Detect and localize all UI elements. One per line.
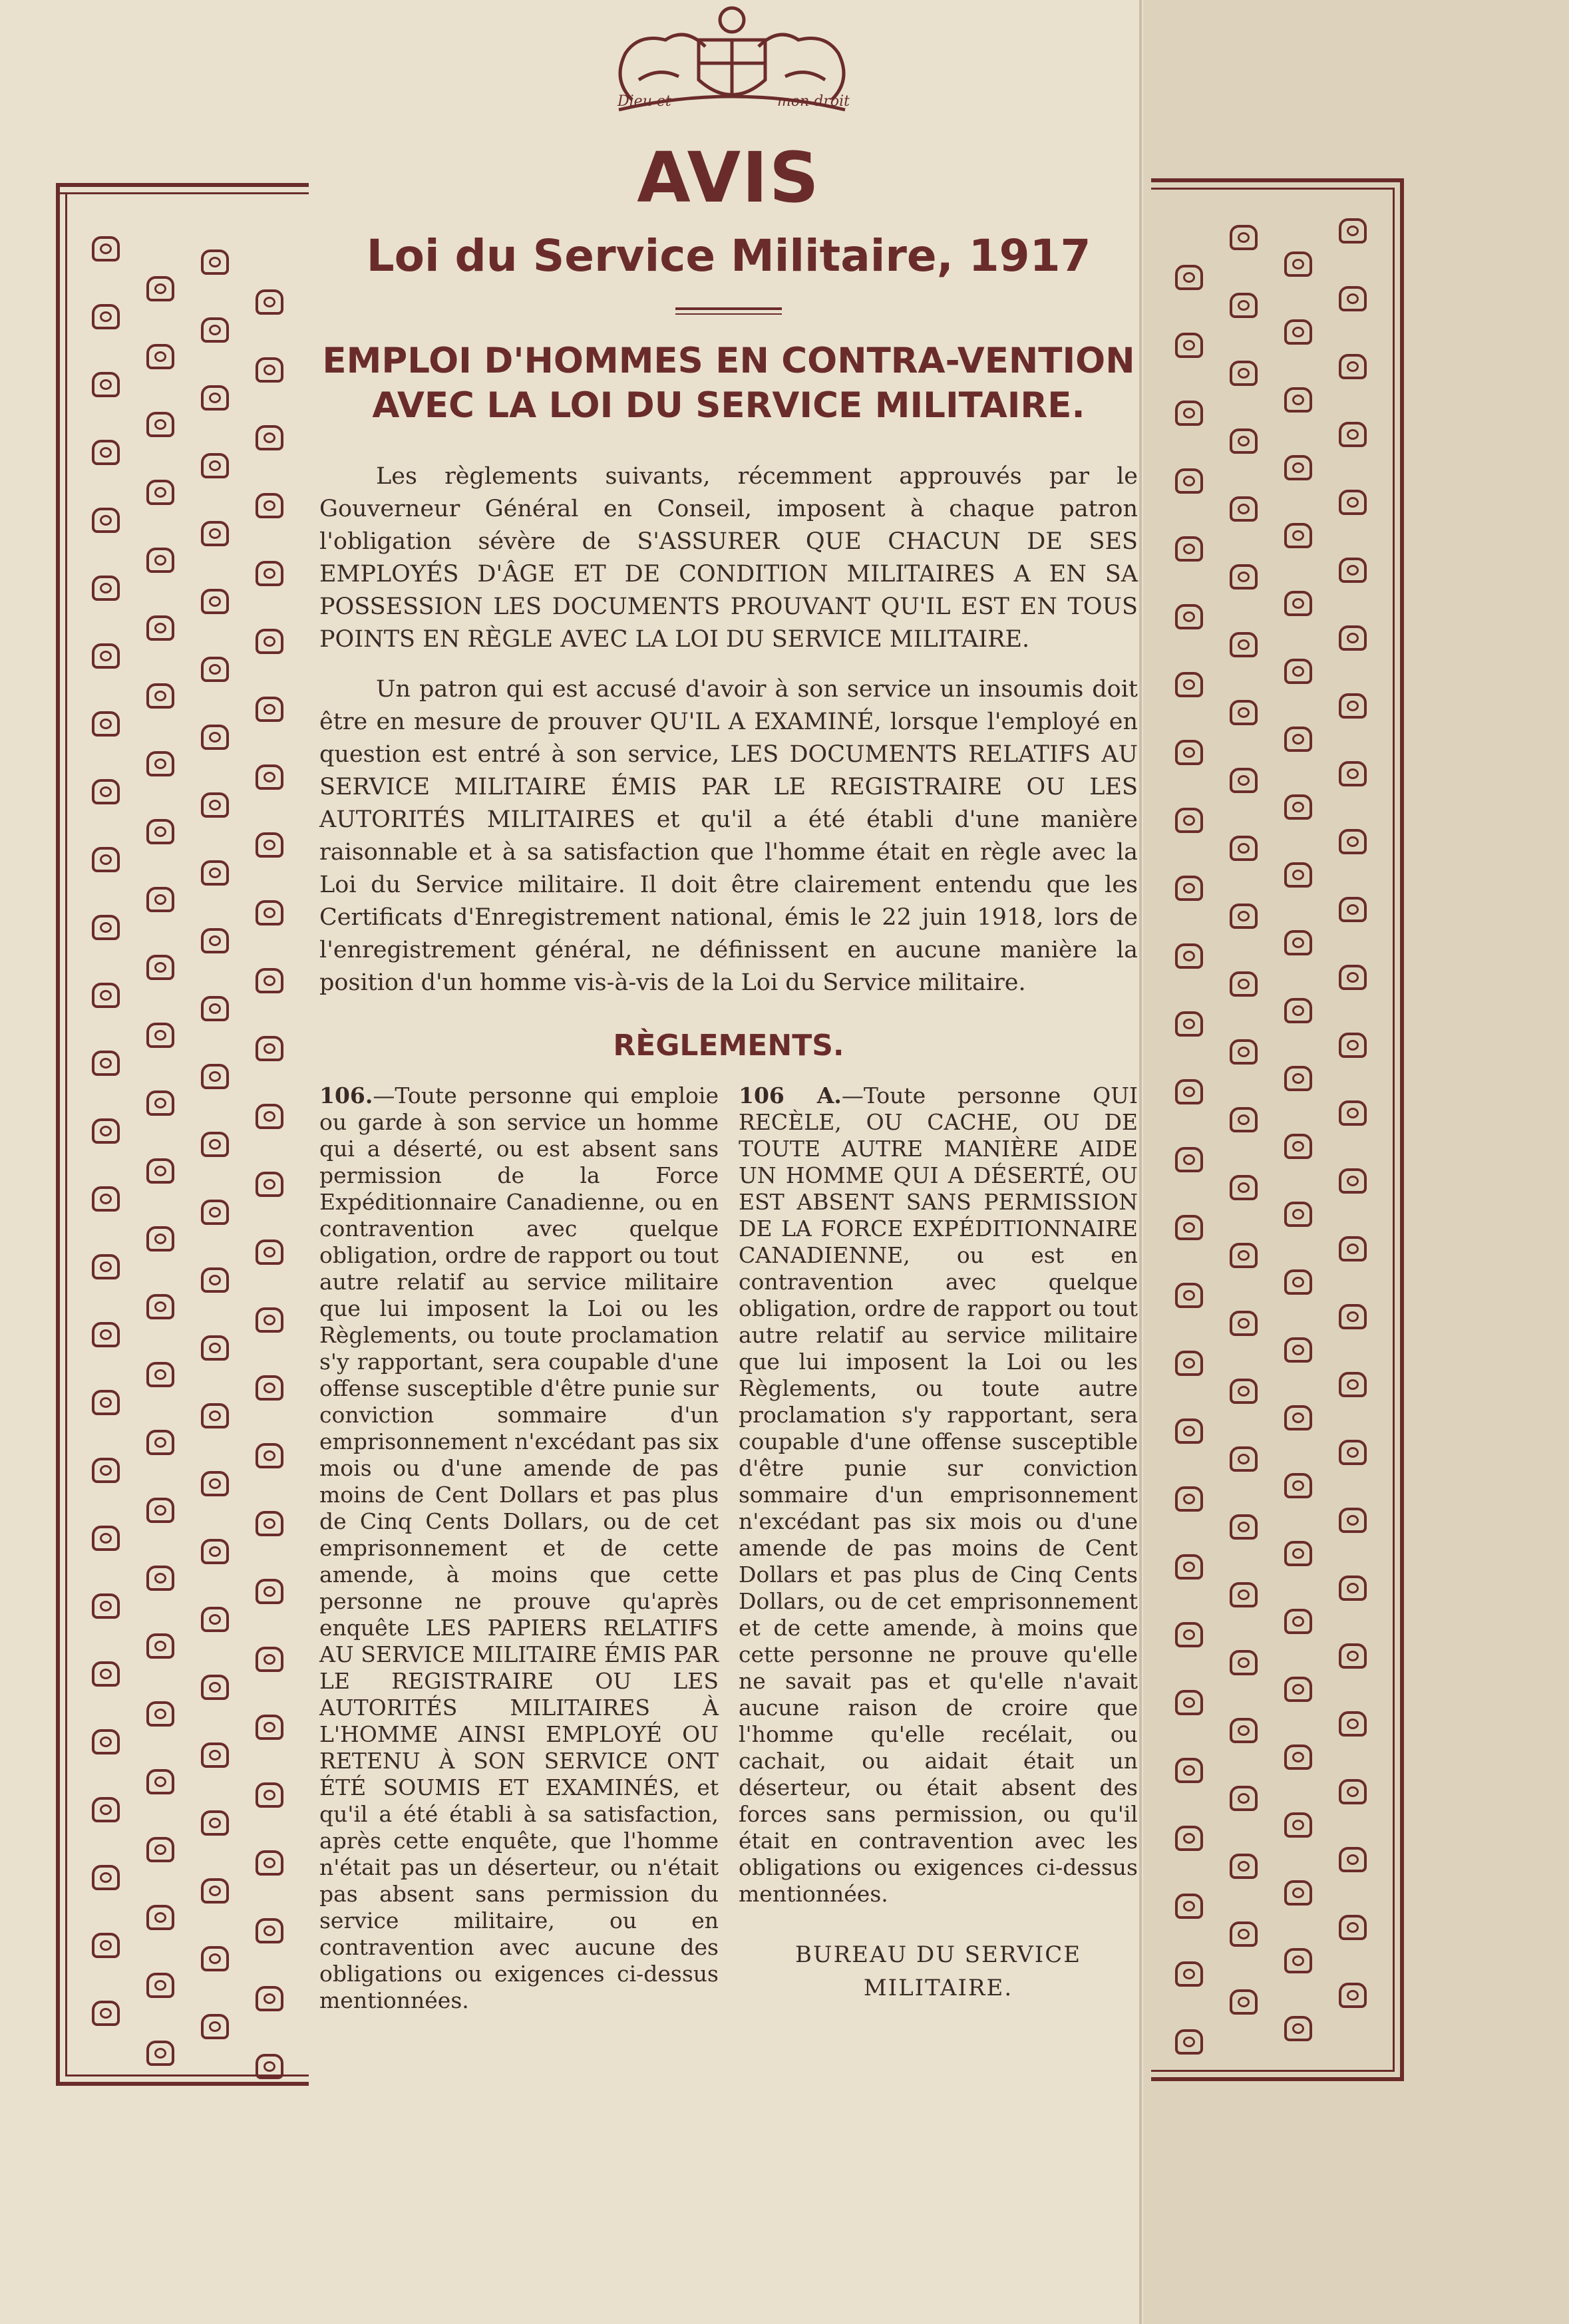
fleuron-ornament-icon [1175, 672, 1203, 697]
fleuron-ornament-icon [146, 1158, 174, 1184]
signature-line-2: MILITAIRE. [863, 1975, 1013, 2002]
fleuron-ornament-icon [201, 521, 229, 546]
fleuron-ornament-icon [1284, 794, 1312, 820]
fleuron-ornament-icon [1284, 930, 1312, 955]
fleuron-ornament-icon [1175, 1690, 1203, 1715]
fleuron-ornament-icon [1339, 1304, 1367, 1329]
fleuron-ornament-icon [256, 1036, 283, 1061]
fleuron-ornament-icon [146, 1633, 174, 1659]
fleuron-ornament-icon [201, 1607, 229, 1632]
fleuron-ornament-icon [1175, 808, 1203, 833]
fleuron-ornament-icon [146, 819, 174, 844]
fleuron-ornament-icon [256, 561, 283, 586]
fleuron-ornament-icon [1175, 1011, 1203, 1037]
fleuron-ornament-icon [146, 1973, 174, 1998]
notice-heading: EMPLOI D'HOMMES EN CONTRA-VENTION AVEC LA LOI DU SERVICE MILITAIRE. [322, 340, 1135, 426]
fleuron-ornament-icon [1175, 1215, 1203, 1240]
fleuron-ornament-icon [1230, 1379, 1258, 1404]
fleuron-ornament-icon [1230, 1854, 1258, 1879]
fleuron-ornament-icon [1284, 1744, 1312, 1770]
fleuron-ornament-icon [92, 1526, 120, 1551]
fleuron-ornament-icon [1339, 354, 1367, 379]
fleuron-ornament-icon [1175, 1826, 1203, 1851]
fleuron-ornament-icon [256, 697, 283, 722]
fleuron-ornament-icon [1339, 1847, 1367, 1872]
fleuron-ornament-icon [256, 1850, 283, 1876]
fleuron-ornament-icon [1284, 251, 1312, 277]
fleuron-ornament-icon [256, 1918, 283, 1943]
fleuron-ornament-icon [1175, 333, 1203, 358]
fleuron-ornament-icon [1175, 265, 1203, 290]
notice-subtitle: Loi du Service Militaire, 1917 [366, 230, 1091, 281]
fleuron-ornament-icon [92, 1593, 120, 1619]
fleuron-ornament-icon [1230, 1514, 1258, 1540]
page-fold-line [1139, 0, 1142, 2324]
fleuron-ornament-icon [92, 2001, 120, 2026]
body-paragraph-1: Les règlements suivants, récemment approuvés par le Gouverneur Général en Conseil, imposent à chaque patron l'obligation sévère de S'ASSURER QUE CHACUN DE SES EMPLOYÉS D'ÂGE ET DE CONDITION MILITAIRES A EN SA POSSESSION LES DOCUMENTS PROUVANT QU'IL EST EN TOUS POINTS EN RÈGLE AVEC LA LOI DU SERVICE MILITAIRE. [319, 463, 1138, 653]
fleuron-ornament-icon [92, 236, 120, 261]
fleuron-ornament-icon [1284, 1812, 1312, 1838]
fleuron-ornament-icon [1284, 1202, 1312, 1227]
fleuron-ornament-icon [1284, 523, 1312, 548]
fleuron-ornament-icon [1284, 1609, 1312, 1634]
fleuron-ornament-icon [92, 915, 120, 940]
fleuron-ornament-icon [1230, 700, 1258, 725]
fleuron-ornament-icon [1284, 727, 1312, 752]
fleuron-ornament-icon [1339, 1576, 1367, 1601]
fleuron-ornament-icon [201, 1471, 229, 1496]
fleuron-ornament-icon [92, 983, 120, 1008]
fleuron-ornament-icon [146, 615, 174, 641]
fleuron-ornament-icon [92, 1390, 120, 1415]
fleuron-ornament-icon [1284, 1405, 1312, 1430]
fleuron-ornament-icon [146, 1294, 174, 1319]
fleuron-ornament-icon [92, 508, 120, 533]
fleuron-ornament-icon [1230, 1582, 1258, 1607]
fleuron-ornament-icon [146, 1226, 174, 1251]
fleuron-ornament-icon [1175, 1351, 1203, 1376]
fleuron-ornament-icon [146, 548, 174, 573]
fleuron-ornament-icon [92, 1458, 120, 1483]
fleuron-ornament-icon [1175, 1961, 1203, 1987]
fleuron-ornament-icon [146, 1701, 174, 1727]
reglement-106-number: 106. [319, 1082, 373, 1109]
fleuron-ornament-icon [1175, 468, 1203, 494]
left-decorative-border [56, 183, 309, 2086]
fleuron-ornament-icon [256, 2054, 283, 2079]
fleuron-ornament-icon [146, 751, 174, 776]
fleuron-ornament-icon [201, 996, 229, 1021]
fleuron-ornament-icon [201, 860, 229, 886]
fleuron-ornament-icon [146, 1905, 174, 1930]
fleuron-ornament-icon [1339, 558, 1367, 583]
fleuron-ornament-icon [1339, 829, 1367, 854]
fleuron-ornament-icon [1339, 1983, 1367, 2008]
notice-content [319, 137, 1138, 2014]
fleuron-ornament-icon [1230, 496, 1258, 522]
fleuron-ornament-icon [1284, 1473, 1312, 1498]
notice-title: AVIS [637, 137, 820, 218]
reglement-106a-column [739, 1082, 1138, 2014]
reglement-106 [319, 1082, 719, 2014]
fleuron-ornament-icon [1230, 1107, 1258, 1132]
fleuron-ornament-icon [1339, 218, 1367, 244]
fleuron-ornament-icon [1284, 387, 1312, 413]
fleuron-ornament-icon [1339, 490, 1367, 515]
fleuron-ornament-icon [1230, 904, 1258, 929]
fleuron-ornament-icon [201, 725, 229, 750]
fleuron-ornament-icon [146, 2041, 174, 2066]
fleuron-ornament-icon [146, 1566, 174, 1591]
fleuron-ornament-icon [201, 1267, 229, 1293]
fleuron-ornament-icon [256, 900, 283, 925]
fleuron-ornament-icon [201, 453, 229, 478]
fleuron-ornament-icon [1230, 1311, 1258, 1336]
fleuron-ornament-icon [1339, 422, 1367, 447]
fleuron-ornament-icon [256, 493, 283, 518]
reglements-columns [319, 1082, 1138, 2014]
fleuron-ornament-icon [256, 764, 283, 790]
fleuron-ornament-icon [1175, 1486, 1203, 1512]
fleuron-ornament-icon [201, 1200, 229, 1225]
fleuron-ornament-icon [1284, 1948, 1312, 1973]
fleuron-ornament-icon [201, 1675, 229, 1700]
fleuron-ornament-icon [201, 1335, 229, 1361]
fleuron-ornament-icon [146, 1498, 174, 1523]
fleuron-ornament-icon [1284, 998, 1312, 1023]
fleuron-ornament-icon [1284, 2016, 1312, 2041]
fleuron-ornament-icon [1339, 693, 1367, 719]
fleuron-ornament-icon [146, 683, 174, 709]
fleuron-ornament-icon [1339, 286, 1367, 311]
crest-motto-left: Dieu et [617, 93, 671, 110]
fleuron-ornament-icon [1339, 1643, 1367, 1669]
reglements-title: RÈGLEMENTS. [613, 1029, 844, 1063]
fleuron-ornament-icon [256, 629, 283, 654]
fleuron-ornament-icon [256, 1172, 283, 1197]
fleuron-ornament-icon [1175, 1418, 1203, 1444]
fleuron-ornament-icon [92, 1661, 120, 1687]
fleuron-ornament-icon [256, 1443, 283, 1468]
fleuron-ornament-icon [92, 1186, 120, 1212]
fleuron-ornament-icon [1230, 1718, 1258, 1743]
fleuron-ornament-icon [92, 1933, 120, 1958]
fleuron-ornament-icon [1284, 591, 1312, 616]
fleuron-ornament-icon [256, 1511, 283, 1536]
fleuron-ornament-icon [201, 1810, 229, 1836]
fleuron-ornament-icon [146, 480, 174, 505]
fleuron-ornament-icon [1175, 401, 1203, 426]
fleuron-ornament-icon [1284, 1880, 1312, 1906]
fleuron-ornament-icon [92, 847, 120, 872]
fleuron-ornament-icon [92, 643, 120, 669]
fleuron-ornament-icon [1230, 1989, 1258, 2015]
fleuron-ornament-icon [1230, 632, 1258, 657]
fleuron-ornament-icon [201, 1064, 229, 1089]
fleuron-ornament-icon [1284, 659, 1312, 684]
fleuron-ornament-icon [256, 968, 283, 993]
fleuron-ornament-icon [201, 1403, 229, 1428]
fleuron-ornament-icon [256, 1240, 283, 1265]
fleuron-ornament-icon [256, 1104, 283, 1129]
fleuron-ornament-icon [1339, 1033, 1367, 1058]
fleuron-ornament-icon [201, 2014, 229, 2039]
fleuron-ornament-icon [201, 657, 229, 682]
fleuron-ornament-icon [1339, 1372, 1367, 1397]
fleuron-ornament-icon [92, 1051, 120, 1076]
fleuron-ornament-icon [92, 1118, 120, 1144]
fleuron-ornament-icon [146, 276, 174, 301]
fleuron-ornament-icon [256, 1986, 283, 2011]
reglement-106a [739, 1082, 1138, 1908]
fleuron-ornament-icon [1175, 1622, 1203, 1647]
body-paragraph-2: Un patron qui est accusé d'avoir à son service un insoumis doit être en mesure de prouver QU'IL A EXAMINÉ, lorsque l'employé en question est entré à son service, LES DOCUMENTS RELATIFS AU SERVICE MILITAIRE ÉMIS PAR LE REGISTRAIRE OU LES AUTORITÉS MILITAIRES et qu'il a été établi d'une manière raisonnable et à sa satisfaction que l'homme était en règle avec la Loi du Service militaire. Il doit être clairement entendu que les Certificats d'Enregistrement national, émis le 22 juin 1918, lors de l'enregistrement général, ne définissent en aucune manière la position d'un homme vis-à-vis de la Loi du Service militaire. [319, 676, 1138, 997]
fleuron-ornament-icon [146, 1430, 174, 1455]
fleuron-ornament-icon [201, 928, 229, 953]
fleuron-ornament-icon [1230, 1175, 1258, 1200]
fleuron-ornament-icon [146, 1023, 174, 1048]
fleuron-ornament-icon [1230, 428, 1258, 454]
fleuron-ornament-icon [1175, 1147, 1203, 1172]
fleuron-ornament-icon [92, 1254, 120, 1279]
fleuron-ornament-icon [1230, 1039, 1258, 1065]
fleuron-ornament-icon [1230, 1650, 1258, 1675]
right-decorative-border [1151, 178, 1404, 2081]
fleuron-ornament-icon [1175, 1758, 1203, 1783]
fleuron-ornament-icon [1339, 1711, 1367, 1737]
fleuron-ornament-icon [1230, 1786, 1258, 1811]
fleuron-ornament-icon [1230, 361, 1258, 386]
fleuron-ornament-icon [1175, 2029, 1203, 2055]
fleuron-ornament-icon [1175, 1283, 1203, 1308]
fleuron-ornament-icon [201, 385, 229, 411]
fleuron-ornament-icon [1284, 1677, 1312, 1702]
fleuron-ornament-icon [1175, 1079, 1203, 1104]
fleuron-ornament-icon [1284, 455, 1312, 480]
fleuron-ornament-icon [1339, 1236, 1367, 1261]
fleuron-ornament-icon [256, 1782, 283, 1808]
fleuron-ornament-icon [1175, 1894, 1203, 1919]
fleuron-ornament-icon [1230, 971, 1258, 997]
fleuron-ornament-icon [92, 1865, 120, 1890]
fleuron-ornament-icon [1175, 604, 1203, 629]
fleuron-ornament-icon [92, 779, 120, 804]
fleuron-ornament-icon [256, 425, 283, 450]
fleuron-ornament-icon [1175, 1554, 1203, 1579]
fleuron-ornament-icon [146, 1769, 174, 1794]
fleuron-ornament-icon [146, 1837, 174, 1862]
fleuron-ornament-icon [1339, 965, 1367, 990]
fleuron-ornament-icon [1284, 1541, 1312, 1566]
reglement-106-text: —Toute personne qui emploie ou garde à son service un homme qui a déserté, ou est absent sans permission de la Force Expéditionnaire Canadienne, ou en contravention avec quelque obligation, ordre de rapport ou tout autre relatif au service militaire que lui imposent la Loi ou les Règlements, ou toute proclamation s'y rapportant, sera coupable d'une offense susceptible d'être punie sur conviction sommaire d'un emprisonnement n'excédant pas six mois ou d'une amende de pas moins de Cent Dollars et pas plus de Cinq Cents Dollars, ou de cet emprisonnement et de cette amende, à moins que cette personne ne prouve qu'après enquête LES PAPIERS RELATIFS AU SERVICE MILITAIRE ÉMIS PAR LE REGISTRAIRE OU LES AUTORITÉS MILITAIRES À L'HOMME AINSI EMPLOYÉ OU RETENU À SON SERVICE ONT ÉTÉ SOUMIS ET EXAMINÉS, et qu'il a été établi à sa satisfaction, après cette enquête, que l'homme n'était pas un déserteur, ou n'était pas absent sans permission du service militaire, ou en contravention avec aucune des obligations ou exigences ci-dessus mentionnées. [319, 1082, 719, 2014]
fleuron-ornament-icon [1284, 1269, 1312, 1295]
fleuron-ornament-icon [1230, 1243, 1258, 1268]
fleuron-ornament-icon [201, 249, 229, 275]
fleuron-ornament-icon [256, 1375, 283, 1401]
fleuron-ornament-icon [146, 887, 174, 912]
fleuron-ornament-icon [1284, 319, 1312, 345]
fleuron-ornament-icon [1230, 293, 1258, 318]
fleuron-ornament-icon [92, 576, 120, 601]
fleuron-ornament-icon [1230, 225, 1258, 250]
fleuron-ornament-icon [201, 589, 229, 614]
fleuron-ornament-icon [1339, 1168, 1367, 1194]
fleuron-ornament-icon [1230, 564, 1258, 589]
fleuron-ornament-icon [92, 1729, 120, 1754]
fleuron-ornament-icon [201, 1539, 229, 1564]
fleuron-ornament-icon [146, 344, 174, 369]
fleuron-ornament-icon [1284, 1066, 1312, 1091]
fleuron-ornament-icon [1230, 1446, 1258, 1472]
fleuron-ornament-icon [1284, 862, 1312, 888]
fleuron-ornament-icon [1339, 1915, 1367, 1940]
fleuron-ornament-icon [1230, 836, 1258, 861]
fleuron-ornament-icon [1339, 625, 1367, 651]
fleuron-ornament-icon [201, 1878, 229, 1904]
fleuron-ornament-icon [1284, 1134, 1312, 1159]
fleuron-ornament-icon [256, 1715, 283, 1740]
reglement-106a-number: 106 A. [739, 1082, 842, 1109]
fleuron-ornament-icon [146, 955, 174, 980]
fleuron-ornament-icon [1284, 1337, 1312, 1363]
fleuron-ornament-icon [146, 1362, 174, 1387]
fleuron-ornament-icon [92, 440, 120, 465]
fleuron-ornament-icon [256, 1647, 283, 1672]
fleuron-ornament-icon [1339, 1100, 1367, 1126]
fleuron-ornament-icon [1339, 897, 1367, 922]
fleuron-ornament-icon [1339, 761, 1367, 786]
signature [739, 1938, 1138, 2005]
fleuron-ornament-icon [201, 792, 229, 818]
fleuron-ornament-icon [256, 1307, 283, 1333]
fleuron-ornament-icon [256, 1579, 283, 1604]
fleuron-ornament-icon [201, 1946, 229, 1971]
fleuron-ornament-icon [1175, 536, 1203, 562]
fleuron-ornament-icon [201, 1743, 229, 1768]
fleuron-ornament-icon [1230, 768, 1258, 793]
fleuron-ornament-icon [1175, 740, 1203, 765]
fleuron-ornament-icon [92, 1322, 120, 1347]
fleuron-ornament-icon [201, 1132, 229, 1157]
fleuron-ornament-icon [92, 711, 120, 737]
fleuron-ornament-icon [92, 304, 120, 329]
crest-motto-right: mon droit [777, 93, 850, 110]
fleuron-ornament-icon [201, 317, 229, 343]
fleuron-ornament-icon [1339, 1508, 1367, 1533]
title-divider [675, 307, 782, 315]
fleuron-ornament-icon [1175, 943, 1203, 969]
reglement-106a-text: —Toute personne QUI RECÈLE, OU CACHE, OU DE TOUTE AUTRE MANIÈRE AIDE UN HOMME QUI A DÉSERTÉ, OU EST ABSENT SANS PERMISSION DE LA FORCE EXPÉDITIONNAIRE CANADIENNE, ou est en contravention avec quelque obligation, ordre de rapport ou tout autre relatif au service militaire que lui imposent la Loi ou les Règlements, ou toute autre proclamation s'y rapportant, sera coupable d'une offense susceptible d'être punie sur conviction sommaire d'un emprisonnement n'excédant pas six mois ou d'une amende de pas moins de Cent Dollars et pas plus de Cinq Cents Dollars, ou de cet emprisonnement et de cette amende, à moins que cette personne ne prouve qu'elle ne savait pas et qu'elle n'avait aucune raison de croire que l'homme qu'elle recélait, ou cachait, ou aidait était un déserteur, ou était absent des forces sans permission, ou qu'il était en contravention avec les obligations ou exigences ci-dessus mentionnées. [739, 1082, 1138, 1908]
fleuron-ornament-icon [1339, 1779, 1367, 1804]
fleuron-ornament-icon [1230, 1921, 1258, 1947]
fleuron-ornament-icon [146, 412, 174, 437]
fleuron-ornament-icon [1339, 1440, 1367, 1465]
fleuron-ornament-icon [256, 289, 283, 315]
fleuron-ornament-icon [256, 357, 283, 383]
fleuron-ornament-icon [256, 832, 283, 858]
fleuron-ornament-icon [92, 372, 120, 397]
fleuron-ornament-icon [1175, 876, 1203, 901]
fleuron-ornament-icon [146, 1090, 174, 1116]
signature-line-1: BUREAU DU SERVICE [794, 1941, 1082, 1969]
fleuron-ornament-icon [92, 1797, 120, 1822]
